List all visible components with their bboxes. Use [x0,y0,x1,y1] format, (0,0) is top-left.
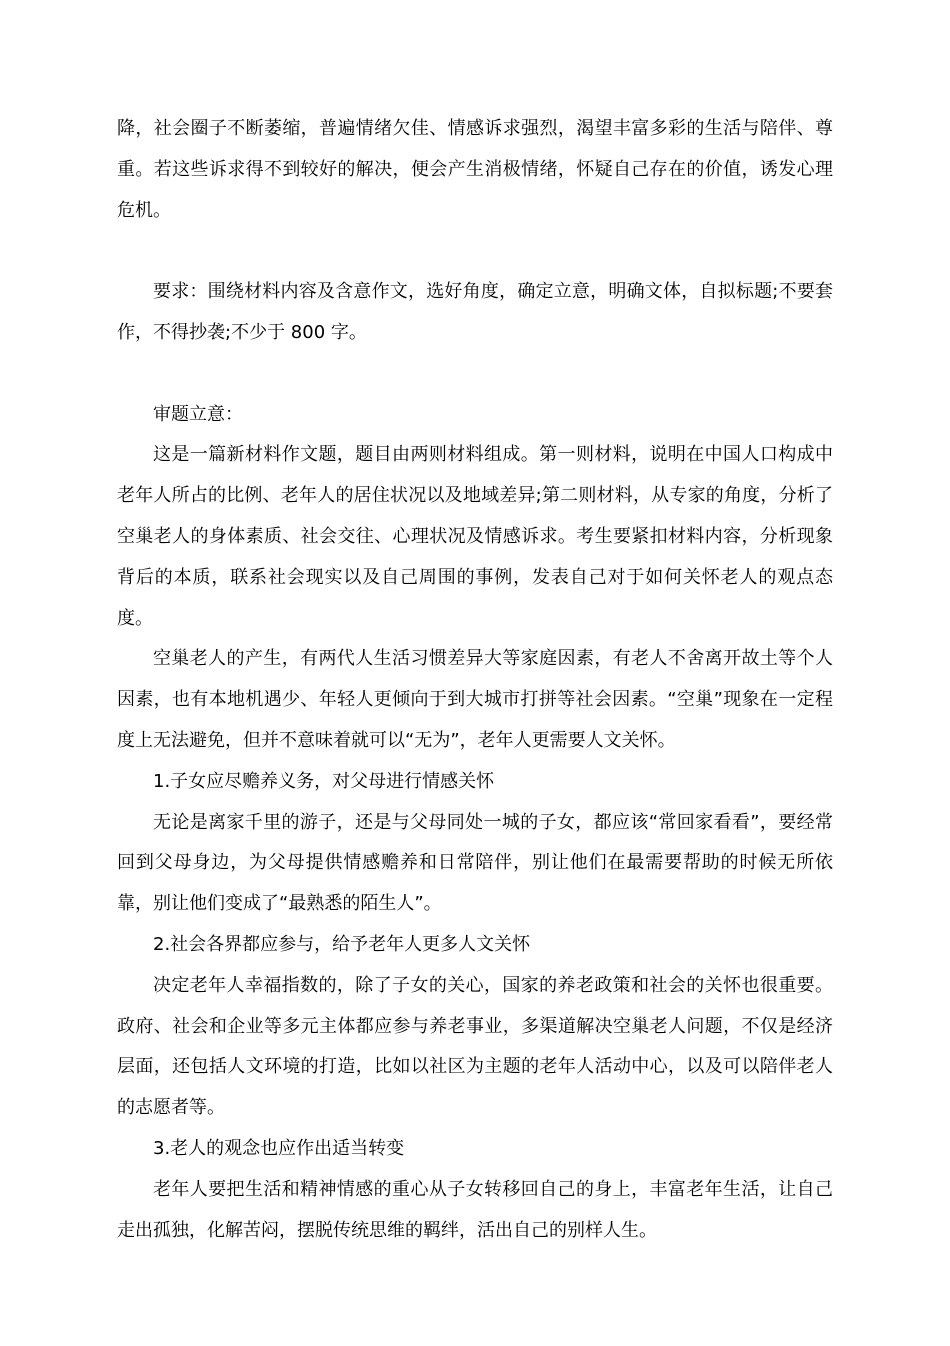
analysis-paragraph-2: 空巢老人的产生，有两代人生活习惯差异大等家庭因素，有老人不舍离开故土等个人因素，也有本地机遇少、年轻人更倾向于到大城市打拼等社会因素。“空巢”现象在一定程度上无法避免，但并不意味着就可以“无为”，老年人更需要人文关怀。 [117,648,833,751]
point-3-title: 3.老人的观念也应作出适当转变 [153,1137,405,1159]
point-2-body: 决定老年人幸福指数的，除了子女的关心，国家的养老政策和社会的关怀也很重要。政府、社会和企业等多元主体都应参与养老事业，多渠道解决空巢老人问题，不仅是经济层面，还包括人文环境的打造，比如以社区为主题的老年人活动中心，以及可以陪伴老人的志愿者等。 [117,974,833,1119]
point-1-body: 无论是离家千里的游子，还是与父母同处一城的子女，都应该“常回家看看”，要经常回到父母身边，为父母提供情感赡养和日常陪伴，别让他们在最需要帮助的时候无所依靠，别让他们变成了“最熟悉的陌生人”。 [117,811,833,915]
analysis-heading: 审题立意： [153,403,243,425]
point-1-title: 1.子女应尽赡养义务，对父母进行情感关怀 [153,770,495,792]
requirement-paragraph: 要求：围绕材料内容及含意作文，选好角度，确定立意，明确文体，自拟标题;不要套作，不得抄袭;不少于 800 字。 [117,281,833,343]
point-2-title: 2.社会各界都应参与，给予老年人更多人文关怀 [153,933,531,955]
analysis-paragraph-1: 这是一篇新材料作文题，题目由两则材料组成。第一则材料，说明在中国人口构成中老年人所占的比例、老年人的居住状况以及地域差异;第二则材料，从专家的角度，分析了空巢老人的身体素质、社会交往、心理状况及情感诉求。考生要紧扣材料内容，分析现象背后的本质，联系社会现实以及自己周围的事例，发表自己对于如何关怀老人的观点态度。 [117,444,833,629]
point-3-body: 老年人要把生活和精神情感的重心从子女转移回自己的身上，丰富老年生活，让自己走出孤独，化解苦闷，摆脱传统思维的羁绊，活出自己的别样人生。 [117,1178,833,1241]
document-page [117,109,833,1251]
intro-continuation-paragraph: 降，社会圈子不断萎缩，普遍情绪欠佳、情感诉求强烈，渴望丰富多彩的生活与陪伴、尊重。若这些诉求得不到较好的解决，便会产生消极情绪，怀疑自己存在的价值，诱发心理危机。 [117,118,833,221]
